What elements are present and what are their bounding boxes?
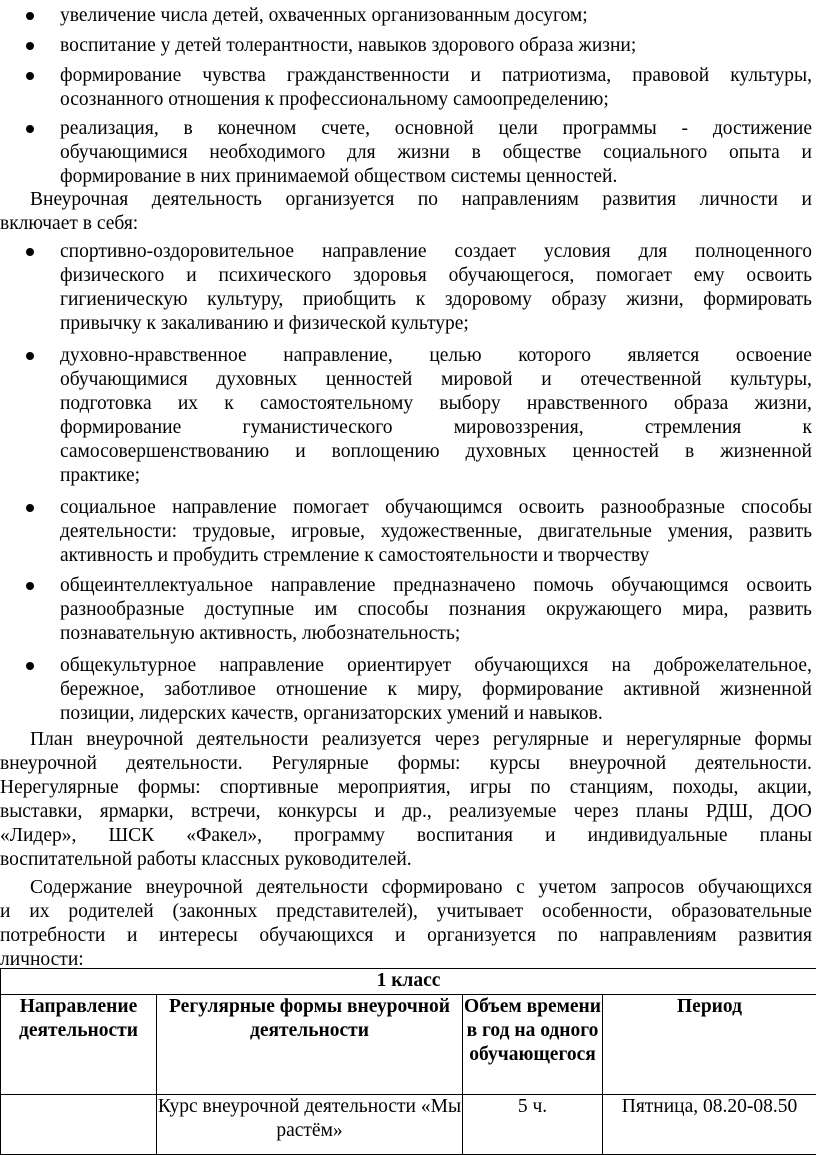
bullet-item-line: спортивно-оздоровительное направление создает условия для полноценного xyxy=(60,240,812,264)
bullet-item-line: реализация, в конечном счете, основной цели программы - достижение xyxy=(60,117,812,141)
bullet-item-line: деятельности: трудовые, игровые, художественные, двигательные умения, развить xyxy=(60,520,812,544)
bullet-item-line: обучающимися духовных ценностей мировой и отечественной культуры, xyxy=(60,368,812,392)
bullet-icon xyxy=(26,662,34,670)
bullet-item-line: самосовершенствованию и воплощению духовных ценностей в жизненной xyxy=(60,440,812,464)
bullet-item-line: подготовка их к самостоятельному выбору нравственного образа жизни, xyxy=(60,392,812,416)
header-period: Период xyxy=(603,995,816,1095)
cell-form: Курс внеурочной деятельности «Мы растём» xyxy=(157,1095,463,1155)
bullet-icon xyxy=(26,12,34,20)
bullet-item-line: воспитание у детей толерантности, навыков здорового образа жизни; xyxy=(60,34,812,58)
bullet-item-line: практике; xyxy=(60,464,812,488)
paragraph-line: личности: xyxy=(0,948,812,972)
bullet-icon xyxy=(26,352,34,360)
paragraph-line: внеурочной деятельности. Регулярные формы: курсы внеурочной деятельности. xyxy=(0,752,812,776)
paragraph-line: включает в себя: xyxy=(0,212,812,236)
bullet-icon xyxy=(26,72,34,80)
bullet-item-line: привычку к закаливанию и физической культуре; xyxy=(60,312,812,336)
bullet-item-line: увеличение числа детей, охваченных организованным досугом; xyxy=(60,4,812,28)
paragraph-line: Нерегулярные формы: спортивные мероприятия, игры по станциям, походы, акции, xyxy=(0,776,812,800)
bullet-item-line: гигиеническую культуру, приобщить к здоровому образу жизни, формировать xyxy=(60,288,812,312)
cell-volume: 5 ч. xyxy=(463,1095,603,1155)
bullet-item-line: позиции, лидерских качеств, организаторских умений и навыков. xyxy=(60,702,812,726)
paragraph-line: План внеурочной деятельности реализуется через регулярные и нерегулярные формы xyxy=(30,728,812,752)
bullet-item-line: разнообразные доступные им способы познания окружающего мира, развить xyxy=(60,598,812,622)
bullet-item-line: активность и пробудить стремление к самостоятельности и творчеству xyxy=(60,544,812,568)
header-regular-forms: Регулярные формы внеурочной деятельности xyxy=(157,995,463,1095)
paragraph-line: потребности и интересы обучающихся и организуется по направлениям развития xyxy=(0,924,812,948)
header-time-volume: Объем времени в год на одного обучающегося xyxy=(463,995,603,1095)
schedule-table xyxy=(0,968,816,1155)
bullet-icon xyxy=(26,248,34,256)
cell-period: Пятница, 08.20-08.50 xyxy=(603,1095,816,1155)
bullet-item-line: формирование гуманистического мировоззрения, стремления к xyxy=(60,416,812,440)
bullet-icon xyxy=(26,582,34,590)
bullet-item-line: обучающимися необходимого для жизни в обществе социального опыта и xyxy=(60,141,812,165)
bullet-item-line: бережное, заботливое отношение к миру, формирование активной жизненной xyxy=(60,678,812,702)
bullet-item-line: физического и психического здоровья обучающегося, помогает ему освоить xyxy=(60,264,812,288)
paragraph-line: выставки, ярмарки, встречи, конкурсы и др., реализуемые через планы РДШ, ДОО xyxy=(0,800,812,824)
bullet-item-line: формирование в них принимаемой обществом системы ценностей. xyxy=(60,165,812,189)
bullet-icon xyxy=(26,42,34,50)
bullet-item-line: осознанного отношения к профессиональному самоопределению; xyxy=(60,88,812,112)
paragraph-line: Содержание внеурочной деятельности сформировано с учетом запросов обучающихся xyxy=(30,876,812,900)
paragraph-line: Внеурочная деятельность организуется по направлениям развития личности и xyxy=(30,188,812,212)
bullet-item-line: общеинтеллектуальное направление предназначено помочь обучающимся освоить xyxy=(60,574,812,598)
bullet-item-line: социальное направление помогает обучающимся освоить разнообразные способы xyxy=(60,496,812,520)
header-direction: Направление деятельности xyxy=(1,995,157,1095)
paragraph-line: воспитательной работы классных руководителей. xyxy=(0,848,812,872)
bullet-item-line: познавательную активность, любознательность; xyxy=(60,622,812,646)
bullet-item-line: общекультурное направление ориентирует обучающихся на доброжелательное, xyxy=(60,654,812,678)
bullet-icon xyxy=(26,125,34,133)
bullet-item-line: формирование чувства гражданственности и патриотизма, правовой культуры, xyxy=(60,64,812,88)
bullet-icon xyxy=(26,504,34,512)
table-class-title: 1 класс xyxy=(1,969,816,995)
bullet-item-line: духовно-нравственное направление, целью которого является освоение xyxy=(60,344,812,368)
paragraph-line: «Лидер», ШСК «Факел», программу воспитания и индивидуальные планы xyxy=(0,824,812,848)
paragraph-line: и их родителей (законных представителей), учитывает особенности, образовательные xyxy=(0,900,812,924)
